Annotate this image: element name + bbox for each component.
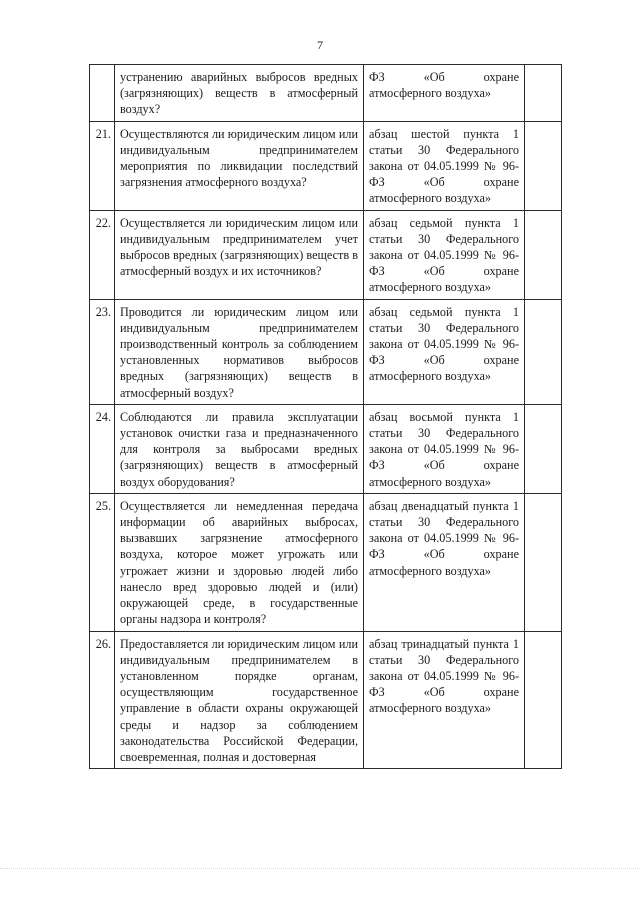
row-legal-basis: абзац двенадцатый пункта 1 статьи 30 Федерального закона от 04.05.1999 № 96-ФЗ «Об охране атмосферного воздуха» bbox=[364, 493, 525, 631]
row-note bbox=[525, 493, 562, 631]
row-question: Соблюдаются ли правила эксплуатации установок очистки газа и предназначенного для контроля за выбросами вредных (загрязняющих) веществ в атмосферный воздух оборудования? bbox=[115, 404, 364, 493]
row-number: 24. bbox=[90, 404, 115, 493]
row-note bbox=[525, 631, 562, 769]
row-number: 22. bbox=[90, 210, 115, 299]
table-row bbox=[90, 210, 562, 299]
row-question: Осуществляется ли юридическим лицом или индивидуальным предпринимателем учет выбросов вредных (загрязняющих) веществ в атмосферный воздух и их источников? bbox=[115, 210, 364, 299]
table-row bbox=[90, 65, 562, 122]
checklist-table bbox=[89, 64, 562, 769]
row-note bbox=[525, 121, 562, 210]
row-note bbox=[525, 404, 562, 493]
row-question: устранению аварийных выбросов вредных (загрязняющих) веществ в атмосферный воздух? bbox=[115, 65, 364, 122]
table-row bbox=[90, 631, 562, 769]
row-number: 26. bbox=[90, 631, 115, 769]
row-legal-basis: абзац шестой пункта 1 статьи 30 Федерального закона от 04.05.1999 № 96-ФЗ «Об охране атмосферного воздуха» bbox=[364, 121, 525, 210]
row-note bbox=[525, 299, 562, 404]
row-legal-basis: абзац седьмой пункта 1 статьи 30 Федерального закона от 04.05.1999 № 96-ФЗ «Об охране атмосферного воздуха» bbox=[364, 299, 525, 404]
row-legal-basis: ФЗ «Об охране атмосферного воздуха» bbox=[364, 65, 525, 122]
row-number: 23. bbox=[90, 299, 115, 404]
row-legal-basis: абзац восьмой пункта 1 статьи 30 Федерального закона от 04.05.1999 № 96-ФЗ «Об охране атмосферного воздуха» bbox=[364, 404, 525, 493]
row-number: 21. bbox=[90, 121, 115, 210]
row-legal-basis: абзац седьмой пункта 1 статьи 30 Федерального закона от 04.05.1999 № 96-ФЗ «Об охране атмосферного воздуха» bbox=[364, 210, 525, 299]
row-question: Осуществляются ли юридическим лицом или индивидуальным предпринимателем мероприятия по ликвидации последствий загрязнения атмосферного воздуха? bbox=[115, 121, 364, 210]
checklist-body bbox=[90, 65, 562, 769]
row-question: Проводится ли юридическим лицом или индивидуальным предпринимателем производственный контроль за соблюдением установленных нормативов выбросов вредных (загрязняющих) веществ в атмосферный воздух? bbox=[115, 299, 364, 404]
table-row bbox=[90, 299, 562, 404]
table-row bbox=[90, 121, 562, 210]
page-number: 7 bbox=[317, 38, 323, 52]
row-number bbox=[90, 65, 115, 122]
row-number: 25. bbox=[90, 493, 115, 631]
row-legal-basis: абзац тринадцатый пункта 1 статьи 30 Федерального закона от 04.05.1999 № 96-ФЗ «Об охране атмосферного воздуха» bbox=[364, 631, 525, 769]
row-question: Осуществляется ли немедленная передача информации об аварийных выбросах, вызвавших загрязнение атмосферного воздуха, которое может угрожать или угрожает жизни и здоровью людей либо нанесло вред здоровью людей и (или) окружающей среде, в государственные органы надзора и контроля? bbox=[115, 493, 364, 631]
table-row bbox=[90, 404, 562, 493]
row-note bbox=[525, 65, 562, 122]
row-question: Предоставляется ли юридическим лицом или индивидуальным предпринимателем в установленном порядке органам, осуществляющим государственное управление в области охраны окружающей среды и надзор за соблюдением законодательства Российской Федерации, своевременная, полная и достоверная bbox=[115, 631, 364, 769]
scan-edge-artifact bbox=[0, 868, 640, 870]
row-note bbox=[525, 210, 562, 299]
table-row bbox=[90, 493, 562, 631]
